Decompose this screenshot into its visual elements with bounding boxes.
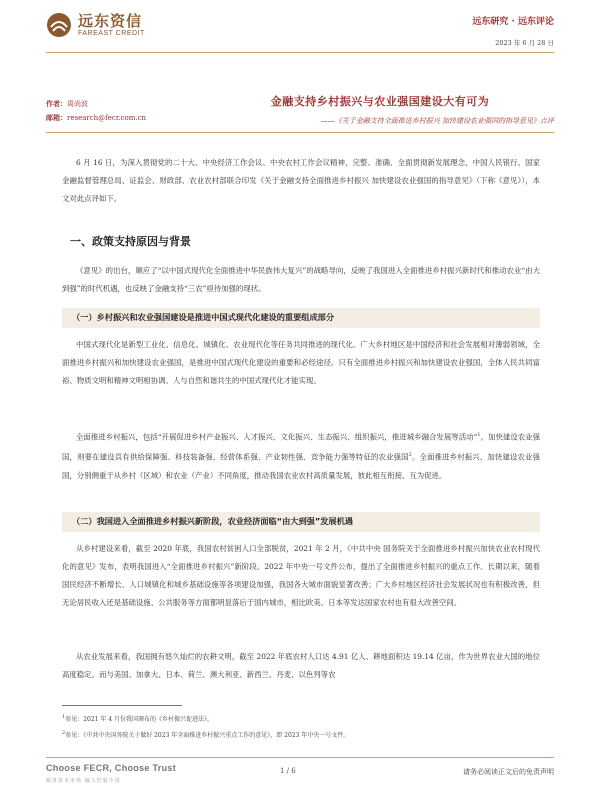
subsection-1-paragraph-2	[62, 426, 540, 485]
section-1-heading: 一、政策支持原因与背景	[70, 235, 191, 248]
subsection-2-heading: （二）我国进入全面推进乡村振兴新阶段，农业经济面临“由大到强”发展机遇	[62, 512, 540, 532]
footnote-ref-2[interactable]: 2	[408, 452, 412, 459]
subsection-1-paragraph-1: 中国式现代化是新型工业化、信息化、城镇化、农业现代化等任务共同推进的现代化。广大乡村地区是中国经济和社会发展相对薄弱领域，全面推进乡村振兴和加快建设农业强国，是推进中国式现代化建设的重要和必经途径。只有全面推进乡村振兴和加快建设农业强国，全体人民共同富裕、物质文明和精神文明相协调、人与自然和谐共生的中国式现代化才能实现。	[62, 340, 540, 385]
fareast-logo-icon	[46, 12, 72, 38]
subsection-2-paragraph-2: 从农业发展来看，我国拥有悠久灿烂的农耕文明，截至 2022 年底农村人口达 4.91 亿人、耕地面积达 19.14 亿亩，作为世界农业大国的地位高度稳定。而与美国、加拿大、日本、荷兰、澳大利亚、新西兰、丹麦、以色列等农	[62, 652, 540, 679]
footer-slogan: Choose FECR, Choose Trust	[46, 763, 177, 773]
report-date: 2023 年 6 月 28 日	[495, 39, 554, 47]
report-category: 远东研究 · 远东评论	[472, 17, 554, 27]
para2-part-a: 全面推进乡村振兴，包括“开展促进乡村产业振兴、人才振兴、文化振兴、生态振兴、组织振兴，推进城乡融合发展等活动”	[76, 432, 478, 442]
report-subtitle: ——《关于金融支持全面推进乡村振兴 加快建设农业强国的指导意见》点评	[320, 117, 554, 125]
email-label: 邮箱：	[46, 113, 67, 122]
header-divider	[46, 52, 554, 53]
para2-part-c: 。全面推进乡村振兴、加快建设农业强国，分别侧重于从乡村（区域）和农业（产业）不同角度，推动我国农业农村高质量发展，彼此相互衔接、互为促进。	[62, 452, 540, 480]
title-divider	[46, 132, 554, 133]
para2-part-b: 。加快建设农业强国，则要在建设具有供给保障强、科技装备强、经营体系强、产业韧性强、竞争能力强等特征的农业强国	[62, 432, 540, 462]
author-label: 作者：	[46, 99, 67, 108]
footnote-1: $^1$参见：2021 年 4 月份我国颁布的《乡村振兴促进法》。	[62, 714, 213, 723]
logo-chinese-name: 远东资信	[78, 11, 143, 30]
footnote-divider	[62, 705, 182, 706]
author-block	[46, 97, 146, 125]
subsection-1-heading: （一）乡村振兴和农业强国建设是推进中国式现代化建设的重要组成部分	[62, 308, 540, 328]
page-number: 1 / 6	[280, 767, 296, 775]
page-header	[0, 0, 600, 90]
logo	[46, 12, 145, 38]
author-email[interactable]: research@fecr.com.cn	[67, 114, 147, 122]
footer-divider	[46, 757, 554, 758]
author-name: 周尚波	[67, 100, 88, 108]
footnote-ref-1[interactable]: 1	[477, 432, 481, 438]
subsection-2-paragraph-1: 从乡村建设来看，截至 2020 年底，我国农村贫困人口全部脱贫，2021 年 2 月，《中共中央 国务院关于全面推进乡村振兴加快农业农村现代化的意见》发布，表明我国进入“全面推进乡村振兴”新阶段。2022 年中央一号文件公布，提出了全面推进乡村振兴的重点工作。长期以来，随着国民经济不断增长、人口城镇化和城乡基础设施等各项建设加强，我国各大城市面貌显著改善；广大乡村地区经济社会发展状况也有积极改善，但无论居民收入还是基础设施、公共服务等方面都明显落后于国内城市，相比欧美、日本等发达国家农村也有很大改善空间。	[62, 544, 540, 607]
report-title: 金融支持乡村振兴与农业强国建设大有可为	[270, 95, 490, 108]
logo-english-name: FAREAST CREDIT	[78, 29, 145, 37]
section-1-paragraph: 《意见》的出台，顺应了“以中国式现代化全面推进中华民族伟大复兴”的战略导向，反映了我国进入全面推进乡村振兴新时代和推动农业“由大到强”的时代机遇，也反映了金融支持“三农”亟待加强的现状。	[62, 266, 540, 293]
disclaimer-note: 请务必阅读正文后的免责声明	[463, 768, 554, 776]
footer-subslogan: 服务资本市场 融入控股中国	[46, 778, 121, 784]
intro-paragraph: 6 月 16 日，为深入贯彻党的二十大、中央经济工作会议、中央农村工作会议精神，完整、准确、全面贯彻新发展理念，中国人民银行、国家金融监督管理总局、证监会、财政部、农业农村部联合印发《关于金融支持全面推进乡村振兴 加快建设农业强国的指导意见》（下称《意见》），本文对此点评如下。	[62, 158, 540, 203]
footnote-2: $^2$参见：《中共中央国务院关于做好 2023 年全面推进乡村振兴重点工作的意见》，即 2023 年中央一号文件。	[62, 730, 350, 739]
